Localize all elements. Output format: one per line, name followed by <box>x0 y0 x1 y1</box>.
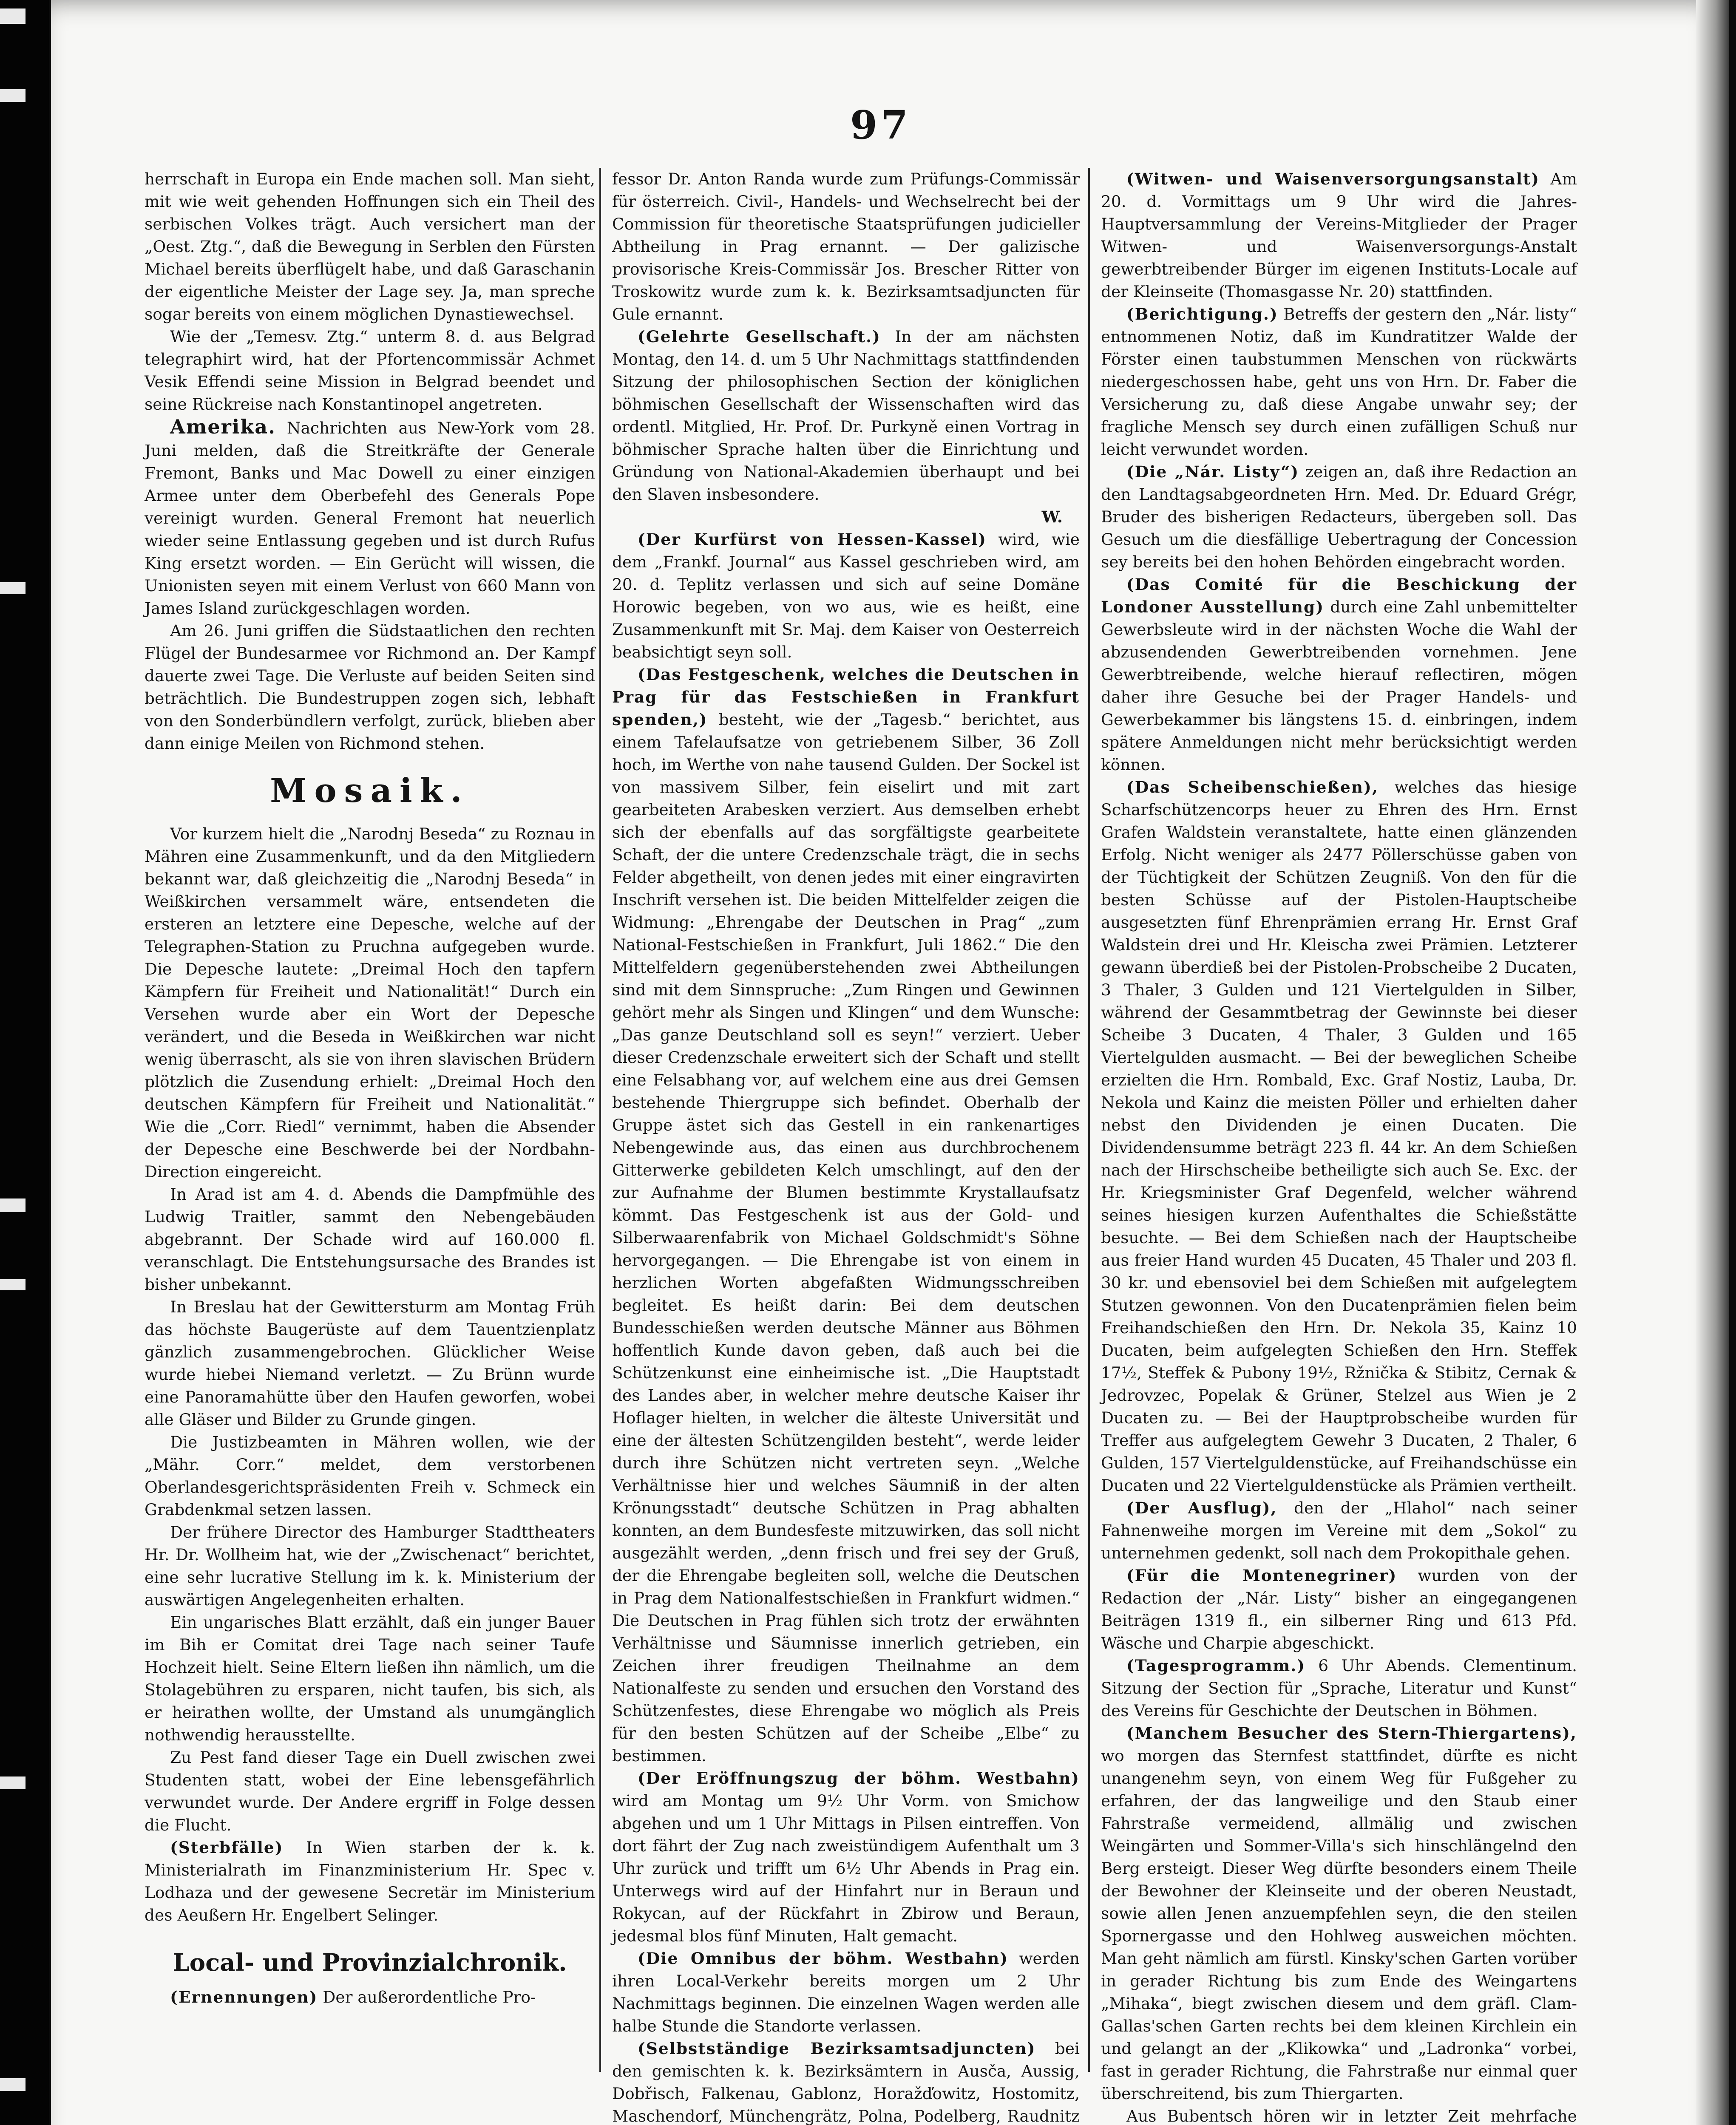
news-item-lead: (Witwen- und Waisenversorgungsanstalt) <box>1126 170 1540 188</box>
news-item <box>612 663 1080 1767</box>
news-item-lead: (Manchem Besucher des Stern-Thiergartens), <box>1126 1724 1577 1742</box>
news-item <box>1101 1497 1577 1564</box>
news-item-lead: (Selbstständige Bezirksamtsadjuncten) <box>638 2039 1036 2058</box>
paragraph: Wie der „Temesv. Ztg.“ unterm 8. d. aus Belgrad telegraphirt wird, hat der Pfortencommissär Achmet Vesik Effendi seine Mission in Belgrad beendet und seine Rückreise nach Konstantinopel angetreten. <box>145 327 595 414</box>
news-item <box>612 1947 1080 2037</box>
column-1 <box>145 168 595 2072</box>
news-item-lead: (Das Festgeschenk, welches die Deutschen in Prag für das Festschießen in Frankfurt spenden,) <box>612 665 1080 729</box>
news-item: Zu Pest fand dieser Tage ein Duell zwischen zwei Studenten statt, wobei der Eine lebensgefährlich verwundet wurde. Der Andere ergriff in Folge dessen die Flucht. <box>145 1748 595 1834</box>
torn-page-edge <box>0 89 26 102</box>
news-item-text: besteht, wie der „Tagesb.“ berichtet, aus einem Tafelaufsatze von getriebenem Silber, 36 Zoll hoch, im Werthe von nahe tausend Gulden. Der Sockel ist von massivem Silber, fein eiselirt und mit zart gearbeiteten Arabesken verziert. Aus demselben erhebt sich der ebenfalls auf das sorgfältigste gearbeitete Schaft, der die untere Credenzschale trägt, die in sechs Felder abgetheilt, von denen jedes mit einer eingravirten Inschrift versehen ist. Die beiden Mittelfelder zeigen die Widmung: „Ehrengabe der Deutschen in Prag“ „zum National-Festschießen in Frankfurt, Juli 1862.“ Die den Mittelfeldern gegenüberstehenden zwei Abtheilungen sind mit dem Sinnspruche: „Zum Ringen und Gewinnen gehört mehr als Singen und Klingen“ und dem Wunsche: „Das ganze Deutschland soll es seyn!“ verziert. Ueber dieser Credenzschale erweitert sich der Schaft und stellt eine Felsabhang vor, auf welchem eine aus drei Gemsen bestehende Thiergruppe sich befindet. Oberhalb der Gruppe ästet sich das Gestell in ein rankenartiges Nebengewinde aus, das einen aus durchbrochenem Gitterwerke gebildeten Kelch umschlingt, auf den der zur Aufnahme der Blumen bestimmte Krystallaufsatz kömmt. Das Festgeschenk ist aus der Gold- und Silberwaarenfabrik von Michael Goldschmidt's Söhne hervorgegangen. — Die Ehrengabe ist von einem in herzlichen Worten abgefaßten Widmungsschreiben begleitet. Es heißt darin: Bei dem deutschen Bundesschießen werden deutsche Männer aus Böhmen hoffentlich Kunde davon geben, daß auch bei die Schützenkunst eine einheimische ist. „Die Hauptstadt des Landes aber, in welcher mehre deutsche Kaiser ihr Hoflager hielten, in welcher die älteste Universität und eine der ältesten Schützengilden besteht“, werde leider durch ihre Schützen nicht vertreten seyn. „Welche Verhältnisse hier und welches Säumniß in der alten Krönungsstadt“ deutsche Schützen in Prag abhalten konnten, an dem Bundesfeste mitzuwirken, das soll nicht ausgezählt werden, „denn frisch und frei sey der Gruß, der die Ehrengabe begleiten soll, welche die Deutschen in Prag dem Nationalfestschießen in Frankfurt widmen.“ Die Deutschen in Prag fühlen sich trotz der erwähnten Verhältnisse und Säumnisse innerlich getrieben, ein Zeichen ihrer freudigen Theilnahme an dem Nationalfeste zu senden und ersuchen den Vorstand des Schützenfestes, diese Ehrengabe wo möglich als Preis für den besten Schützen auf der Scheibe „Elbe“ zu bestimmen. <box>612 710 1080 1765</box>
news-item-text: den der „Hlahol“ nach seiner Fahnenweihe morgen im Vereine mit dem „Sokol“ zu unternehmen gedenkt, soll nach dem Prokopithale gehen. <box>1101 1499 1577 1562</box>
news-item <box>612 528 1080 663</box>
torn-page-edge <box>0 1198 26 1212</box>
news-item: Vor kurzem hielt die „Narodnj Beseda“ zu Roznau in Mähren eine Zusammenkunft, und da den Mitgliedern bekannt war, daß gleichzeitig die „Narodnj Beseda“ in Weißkirchen versammelt wäre, entsendeten die ersteren an letztere eine Depesche, welche auf der Telegraphen-Station zu Pruchna aufgegeben wurde. Die Depesche lautete: „Dreimal Hoch den tapfern Kämpfern für Freiheit und Nationalität!“ Durch ein Versehen wurde aber ein Wort der Depesche verändert, und die Beseda in Weißkirchen war nicht wenig überrascht, als sie von ihren slavischen Brüdern plötzlich die Zusendung erhielt: „Dreimal Hoch den deutschen Kämpfern für Freiheit und Nationalität.“ Wie die „Corr. Riedl“ vernimmt, haben die Absender der Depesche eine Beschwerde bei der Nordbahn-Direction eingereicht. <box>145 824 595 1181</box>
news-item: Der frühere Director des Hamburger Stadttheaters Hr. Dr. Wollheim hat, wie der „Zwischenact“ berichtet, eine sehr lucrative Stellung im k. k. Ministerium der auswärtigen Angelegenheiten erhalten. <box>145 1523 595 1609</box>
column-rule <box>1088 168 1090 2072</box>
news-item-text: Der außerordentliche Pro- <box>323 1988 536 2006</box>
author-signature: W. <box>1041 507 1063 526</box>
news-item-text: Am 20. d. Vormittags um 9 Uhr wird die Jahres-Hauptversammlung der Vereins-Mitglieder der Prager Witwen- und Waisenversorgungs-Anstalt gewerbtreibender Bürger im eigenen Instituts-Locale auf der Kleinseite (Thomasgasse Nr. 20) stattfinden. <box>1101 170 1577 301</box>
news-item-text: wurden von der Redaction der „Nár. Listy“ bisher an eingegangenen Beiträgen 1319 fl., ein silberner Ring und 613 Pfd. Wäsche und Charpie abgeschickt. <box>1101 1566 1577 1652</box>
news-item-lead: (Für die Montenegriner) <box>1126 1566 1397 1585</box>
news-item: Aus Bubentsch hören wir in letzter Zeit mehrfache <box>1126 2107 1577 2125</box>
news-item: Ein ungarisches Blatt erzählt, daß ein junger Bauer im Bih er Comitat drei Tage nach seiner Taufe Hochzeit hielt. Seine Eltern ließen ihn nämlich, um die Stolagebühren zu ersparen, nicht taufen, bis sich, als er heirathen wollte, der Umstand als unumgänglich nothwendig herausstellte. <box>145 1613 595 1744</box>
torn-page-edge <box>0 8 26 24</box>
news-item <box>1101 168 1577 303</box>
news-item-text: In der am nächsten Montag, den 14. d. um 5 Uhr Nachmittags stattfindenden Sitzung der philosophischen Section der königlichen böhmischen Gesellschaft der Wissenschaften wird das ordentl. Mitglied, Hr. Prof. Dr. Purkyně einen Vortrag in böhmischer Sprache halten über die Einrichtung und Gründung von National-Akademien überhaupt und bei den Slaven insbesondere. <box>612 327 1080 504</box>
news-item-lead: (Der Eröffnungszug der böhm. Westbahn) <box>638 1769 1080 1788</box>
column-2 <box>612 168 1080 2125</box>
column-rule <box>599 168 601 2072</box>
news-item: In Arad ist am 4. d. Abends die Dampfmühle des Ludwig Traitler, sammt den Nebengebäuden abgebrannt. Der Schade wird auf 160.000 fl. veranschlagt. Die Entstehungsursache des Brandes ist bisher unbekannt. <box>145 1185 595 1294</box>
paragraph: Am 26. Juni griffen die Südstaatlichen den rechten Flügel der Bundesarmee vor Richmond an. Der Kampf dauerte zwei Tage. Die Verluste auf beiden Seiten sind beträchtlich. Die Bundestruppen zogen sich, lebhaft von den Sonderbündlern verfolgt, zurück, blieben aber dann einige Meilen von Richmond stehen. <box>145 621 595 753</box>
news-item <box>1101 776 1577 1497</box>
news-item-text: wo morgen das Sternfest stattfindet, dürfte es nicht unangenehm seyn, von einem Weg für Fußgeher zu erfahren, der das langweilige und den Staub einer Fahrstraße vermeidend, allmälig und zwischen Weingärten und Sommer-Villa's sich hinschlängelnd den Berg ersteigt. Dieser Weg dürfte besonders einem Theile der Bewohner der Kleinseite und der oberen Neustadt, sowie allen Jenen anzuempfehlen seyn, die den steilen Spornergasse und den Hohlweg ausweichen möchten. Man geht nämlich am fürstl. Kinsky'schen Garten vorüber in gerader Richtung bis zum Ende des Weingartens „Mihaka“, biegt zwischen diesem und dem gräfl. Clam-Gallas'schen Garten rechts bei dem kleinen Kirchlein ein und gelangt an der „Klikowka“ und „Ladronka“ vorbei, fast in gerader Richtung, die Fahrstraße nur einmal quer überschreitend, bis zum Thiergarten. <box>1101 1746 1577 2103</box>
news-item-lead: (Der Ausflug), <box>1126 1499 1277 1517</box>
news-item-lead: (Die Omnibus der böhm. Westbahn) <box>638 1949 1009 1968</box>
paragraph: herrschaft in Europa ein Ende machen soll. Man sieht, mit wie weit gehenden Hoffnungen sich ein Theil des serbischen Volkes trägt. Auch versichert man der „Oest. Ztg.“, daß die Bewegung in Serblen den Fürsten Michael bereits überflügelt habe, und daß Garaschanin der eigentliche Meister der Lage sey. Ja, man spreche sogar bereits von einem möglichen Dynastiewechsel. <box>145 170 595 323</box>
news-item <box>1101 573 1577 776</box>
section-heading-mosaik: Mosaik. <box>270 771 470 810</box>
scan-border <box>0 0 49 2125</box>
paragraph-lead: Amerika. <box>170 415 276 438</box>
news-item <box>612 1767 1080 1947</box>
page-number: 97 <box>850 102 912 148</box>
news-item-lead: (Die „Nár. Listy“) <box>1126 462 1299 481</box>
news-item: In Breslau hat der Gewittersturm am Montag Früh das höchste Baugerüste auf dem Tauentzienplatz gänzlich zusammengebrochen. Glücklicher Weise wurde hiebei Niemand verletzt. — Zu Brünn wurde eine Panoramahütte über den Haufen geworfen, wobei alle Gläser und Bilder zu Grunde gingen. <box>145 1298 595 1429</box>
news-item-text: bei den gemischten k. k. Bezirksämtern in Ausča, Aussig, Dobřisch, Falkenau, Gablonz, Horažďowitz, Hostomitz, Maschendorf, Münchengrätz, Polna, Podelberg, Raudnitz <box>612 2039 1080 2125</box>
news-item-text: durch eine Zahl unbemittelter Gewerbsleute wird in der nächsten Woche die Wahl der abzusendenden Gewerbtreibenden vornehmen. Jene Gewerbtreibende, welche hierauf reflectiren, mögen daher ihre Gesuche bei der Prager Handels- und Gewerbekammer bis längstens 15. d. einbringen, indem spätere Anmeldungen nicht mehr berücksichtigt werden können. <box>1101 598 1577 774</box>
torn-page-edge <box>0 1776 26 1789</box>
news-item-text: zeigen an, daß ihre Redaction an den Landtagsabgeordneten Hrn. Med. Dr. Eduard Grégr, Bruder des bisherigen Redacteurs, übergeben soll. Das Gesuch um die diesfällige Uebertragung der Concession sey bereits bei den hohen Behörden eingebracht worden. <box>1101 462 1577 571</box>
news-item-text: Betreffs der gestern den „Nár. listy“ entnommenen Notiz, daß im Kundratitzer Walde der Förster einen taubstummen Menschen von rückwärts niedergeschossen habe, geht uns von Hrn. Dr. Faber die Versicherung zu, daß diese Angabe unwahr sey; der fragliche Mensch sey durch einen zufälligen Schuß nur leicht verwundet worden. <box>1101 305 1577 459</box>
column-3 <box>1101 168 1577 2125</box>
news-item-lead: (Das Comité für die Beschickung der Londoner Ausstellung) <box>1101 575 1577 616</box>
news-item-text: wird, wie dem „Frankf. Journal“ aus Kassel geschrieben wird, am 20. d. Teplitz verlassen und sich auf seine Domäne Horowic begeben, von wo aus, wie es heißt, eine Zusammenkunft mit Sr. Maj. dem Kaiser von Oesterreich beabsichtigt seyn soll. <box>612 530 1080 661</box>
news-item <box>1101 461 1577 573</box>
news-item-lead: (Sterbfälle) <box>170 1838 284 1857</box>
news-item <box>1101 1564 1577 1655</box>
paragraph <box>145 416 595 620</box>
news-item <box>612 326 1080 506</box>
news-item <box>612 2037 1080 2125</box>
news-item-lead: (Das Scheibenschießen), <box>1126 778 1379 796</box>
torn-page-edge <box>0 582 26 594</box>
news-item-lead: (Gelehrte Gesellschaft.) <box>638 327 881 346</box>
news-item: Die Justizbeamten in Mähren wollen, wie der „Mähr. Corr.“ meldet, dem verstorbenen Oberlandesgerichtspräsidenten Freih v. Schmeck ein Grabdenkmal setzen lassen. <box>145 1433 595 1519</box>
news-item: fessor Dr. Anton Randa wurde zum Prüfungs-Commissär für österreich. Civil-, Handels- und Wechselrecht bei der Commission für theoretische Staatsprüfungen judicieller Abtheilung in Prag ernannt. — Der galizische provisorische Kreis-Commissär Jos. Brescher Ritter von Troskowitz wurde zum k. k. Bezirksamtsadjuncten für Gule ernannt. <box>612 170 1080 323</box>
news-item <box>1101 303 1577 461</box>
news-item-lead: (Berichtigung.) <box>1126 305 1278 323</box>
news-item-lead: (Ernennungen) <box>170 1988 318 2006</box>
news-item <box>145 1986 595 2009</box>
news-item <box>1101 1722 1577 2105</box>
news-item-lead: (Der Kurfürst von Hessen-Kassel) <box>638 530 987 549</box>
news-item-lead: (Tagesprogramm.) <box>1126 1656 1305 1675</box>
newspaper-page <box>51 0 1729 2125</box>
news-item <box>1101 1655 1577 1722</box>
news-item-text: In Wien starben der k. k. Ministerialrath im Finanzministerium Hr. Spec v. Lodhaza und der gewesene Secretär im Ministerium des Aeußern Hr. Engelbert Selinger. <box>145 1838 595 1924</box>
torn-page-edge <box>0 2078 26 2091</box>
torn-page-edge <box>0 1279 26 1290</box>
news-item-text: werden ihren Local-Verkehr bereits morgen um 2 Uhr Nachmittags beginnen. Die einzelnen Wagen werden alle halbe Stunde die Standorte verlassen. <box>612 1949 1080 2035</box>
news-item-text: wird am Montag um 9½ Uhr Vorm. von Smichow abgehen und um 1 Uhr Mittags in Pilsen eintreffen. Von dort fährt der Zug nach zweistündigem Aufenthalt um 3 Uhr zurück und trifft um 6½ Uhr Abends in Prag ein. Unterwegs wird auf der Hinfahrt nur in Beraun und Rokycan, auf der Rückfahrt in Zbirow und Beraun, jedesmal blos fünf Minuten, Halt gemacht. <box>612 1791 1080 1945</box>
news-item-text: welches das hiesige Scharfschützencorps heuer zu Ehren des Hrn. Ernst Grafen Waldstein veranstaltete, hatte einen glänzenden Erfolg. Nicht weniger als 2477 Pöllerschüsse gaben von der Tüchtigkeit der Schützen Zeugniß. Von den für die besten Schüsse auf der Pistolen-Hauptscheibe ausgesetzten fünf Ehrenprämien errang Hr. Ernst Graf Waldstein drei und Hr. Kleischa zwei Prämien. Letzterer gewann überdieß bei der Pistolen-Probscheibe 2 Ducaten, 3 Thaler, 3 Gulden und 121 Viertelgulden in Silber, während der Gesammtbetrag der Gewinnste bei dieser Scheibe 3 Ducaten, 4 Thaler, 3 Gulden und 165 Viertelgulden ausmacht. — Bei der beweglichen Scheibe erzielten die Hrn. Rombald, Exc. Graf Nostiz, Lauba, Dr. Nekola und Kainz die meisten Pöller und erhielten daher nebst den Dividenden je einen Ducaten. Die Dividendensumme beträgt 223 fl. 44 kr. An dem Schießen nach der Hirschscheibe betheiligte sich auch Se. Exc. der Hr. Kriegsminister Graf Degenfeld, welcher während seines hiesigen kurzen Aufenthaltes die Schießstätte besuchte. — Bei dem Schießen nach der Hauptscheibe aus freier Hand wurden 45 Ducaten, 45 Thaler und 203 fl. 30 kr. und ebensoviel bei dem Schießen mit aufgelegtem Stutzen gewonnen. Von den Ducatenprämien fielen beim Freihandschießen den Hrn. Dr. Nekola 35, Kainz 10 Ducaten, beim aufgelegten Schießen den Hrn. Steffek 17½, Steffek & Pubony 19½, Ržnička & Stibitz, Cernak & Jedrovzec, Popelak & Grüner, Stelzel aus Wien je 2 Ducaten zu. — Bei der Hauptprobscheibe wurden für Treffer aus aufgelegtem Gewehr 3 Ducaten, 2 Thaler, 6 Gulden, 157 Viertelguldenstücke, auf Freihandschüsse ein Ducaten und 22 Viertelguldenstücke als Prämien vertheilt. <box>1101 778 1577 1495</box>
news-item-text: 6 Uhr Abends. Clementinum. Sitzung der Section für „Sprache, Literatur und Kunst“ des Vereins für Geschichte der Deutschen in Böhmen. <box>1101 1656 1577 1720</box>
paragraph-text: Nachrichten aus New-York vom 28. Juni melden, daß die Streitkräfte der Generale Fremont, Banks und Mac Dowell zu einer einzigen Armee unter dem Oberbefehl des Generals Pope vereinigt wurden. General Fremont hat neuerlich wieder seine Entlassung gegeben und ist durch Rufus King ersetzt worden. — Ein Gerücht will wissen, die Unionisten seyen mit einem Verlust von 660 Mann von James Island zurückgeschlagen worden. <box>145 419 595 618</box>
section-heading-local: Local- und Provinzialchronik. <box>173 1949 567 1977</box>
news-item <box>145 1836 595 1927</box>
